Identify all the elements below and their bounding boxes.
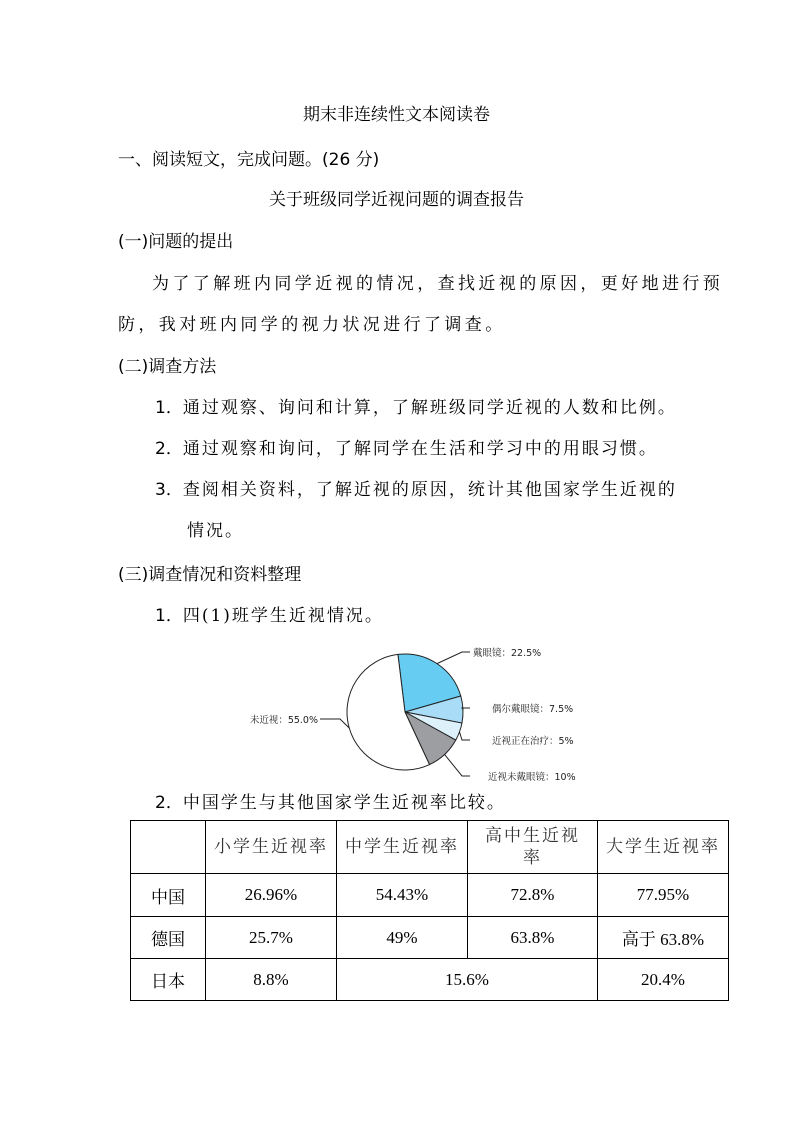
table-cell: 20.4% [598, 959, 729, 1001]
header-cell: 高中生近视率 [468, 821, 598, 874]
table-row [131, 959, 729, 1001]
method-item-2 [155, 439, 658, 459]
item-text-continued: 情况。 [187, 521, 244, 541]
item-number: 2． [155, 439, 183, 459]
item-number: 2． [155, 793, 183, 813]
leader-line [320, 719, 349, 728]
table-cell: 26.96% [206, 874, 337, 917]
table-cell: 63.8% [468, 917, 598, 959]
leader-line [460, 732, 470, 740]
method-item-3 [155, 480, 677, 500]
pie-chart [230, 635, 590, 785]
item-text: 通过观察和询问，了解同学在生活和学习中的用眼习惯。 [182, 439, 658, 459]
item-text: 查阅相关资料，了解近视的原因，统计其他国家学生近视的 [182, 480, 677, 500]
part1-heading: (一)问题的提出 [118, 232, 234, 252]
part2-heading: (二)调查方法 [118, 357, 217, 377]
header-cell [131, 821, 206, 874]
survey-item-1 [155, 606, 384, 626]
table-cell: 高于 63.8% [598, 917, 729, 959]
table-row [131, 874, 729, 917]
table-cell: 77.95% [598, 874, 729, 917]
survey-item-2 [155, 793, 506, 813]
item-number: 3． [155, 480, 183, 500]
item-text: 中国学生与其他国家学生近视率比较。 [182, 793, 506, 813]
table-cell: 49% [337, 917, 468, 959]
slice-label: 近视未戴眼镜：10% [488, 772, 576, 783]
table-cell: 72.8% [468, 874, 598, 917]
slice-label: 未近视：55.0% [249, 715, 318, 726]
slice-label: 偶尔戴眼镜：7.5% [492, 704, 574, 715]
item-number: 1． [155, 398, 183, 418]
paragraph-line: 为了了解班内同学近视的情况，查找近视的原因，更好地进行预 [152, 274, 724, 294]
item-text: 四(1)班学生近视情况。 [182, 606, 384, 626]
table-cell: 25.7% [206, 917, 337, 959]
table-cell: 54.43% [337, 874, 468, 917]
part3-heading: (三)调查情况和资料整理 [118, 565, 302, 585]
header-cell: 大学生近视率 [598, 821, 729, 874]
country-cell: 德国 [131, 917, 206, 959]
method-item-1 [155, 398, 677, 418]
table-cell: 8.8% [206, 959, 337, 1001]
table-row [131, 917, 729, 959]
country-cell: 中国 [131, 874, 206, 917]
country-cell: 日本 [131, 959, 206, 1001]
header-cell: 中学生近视率 [337, 821, 468, 874]
item-text: 通过观察、询问和计算，了解班级同学近视的人数和比例。 [182, 398, 677, 418]
paragraph-line: 防，我对班内同学的视力状况进行了调查。 [118, 315, 506, 335]
section-heading: 一、阅读短文，完成问题。(26 分) [118, 150, 380, 170]
slice-label: 近视正在治疗：5% [492, 736, 574, 747]
slice-label: 戴眼镜：22.5% [473, 648, 542, 659]
page-title: 期末非连续性文本阅读卷 [303, 105, 490, 125]
table-cell: 15.6% [337, 959, 598, 1001]
item-number: 1． [155, 606, 183, 626]
leader-line [437, 652, 470, 664]
myopia-rate-table [130, 820, 729, 1001]
leader-line [445, 754, 470, 776]
header-cell: 小学生近视率 [206, 821, 337, 874]
report-title: 关于班级同学近视问题的调查报告 [269, 190, 524, 210]
